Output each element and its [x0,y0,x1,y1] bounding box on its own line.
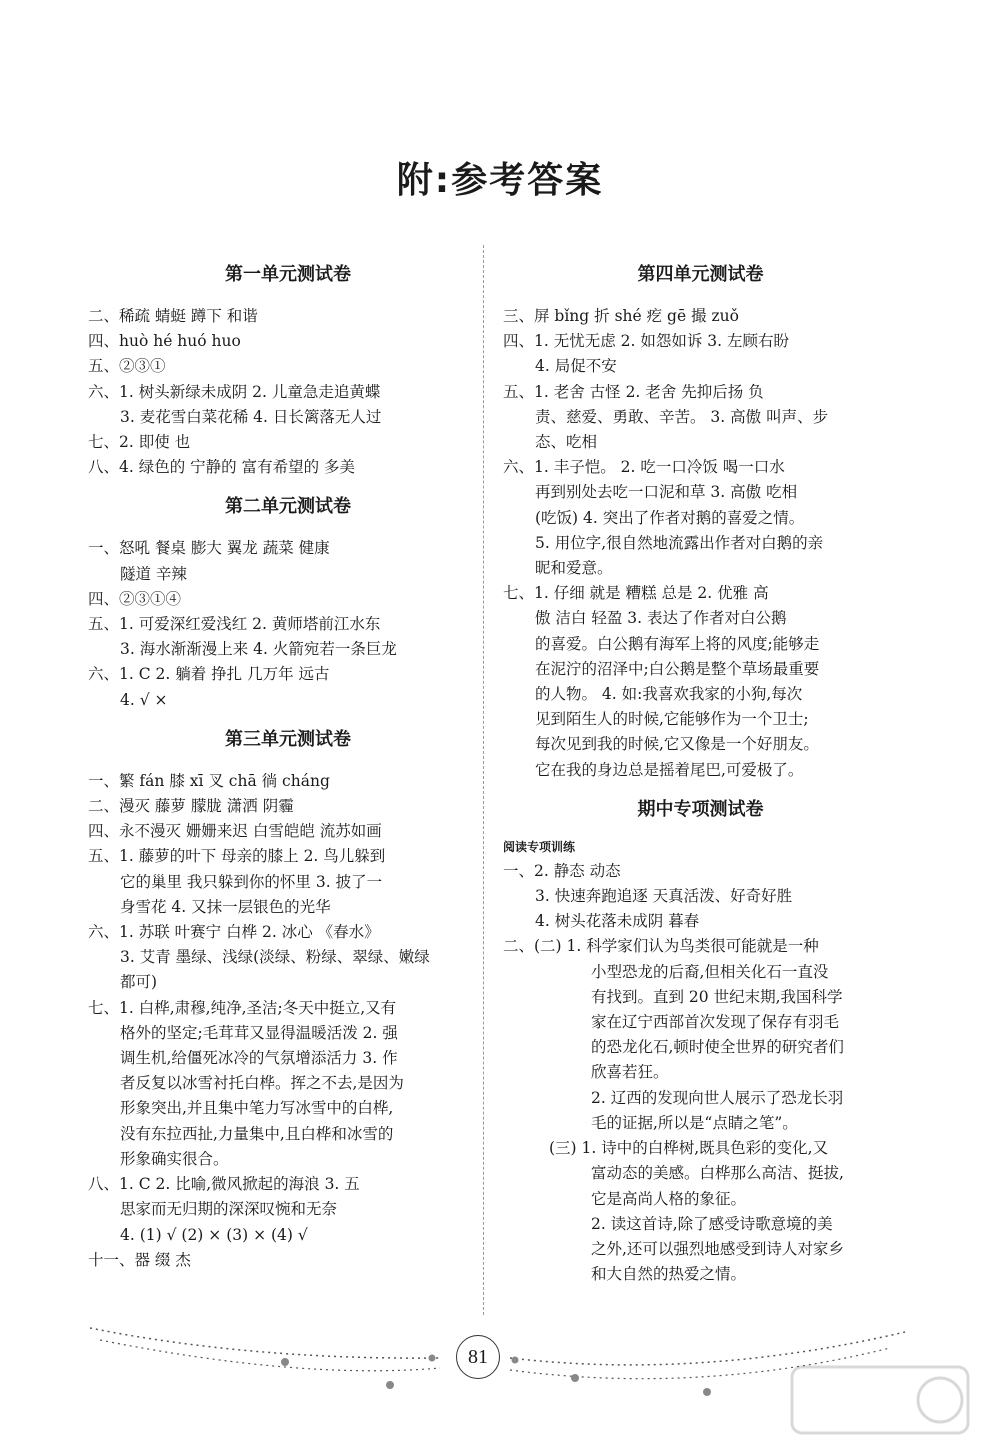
answer-line: 六、1. C 2. 躺着 挣扎 几万年 远古 [88,665,330,684]
answer-line: 五、②③① [88,357,166,376]
answer-line: 一、2. 静态 动态 [503,861,621,880]
answer-line: 4. 局促不安 [535,357,617,376]
answer-line: 每次见到我的时候,它又像是一个好朋友。 [535,735,819,754]
answer-line: 六、1. 丰子恺。 2. 吃一口冷饭 喝一口水 [503,458,785,477]
answer-line: 二、(二) 1. 科学家们认为鸟类很可能就是一种 [503,937,819,956]
answer-line: 思家而无归期的深深叹惋和无奈 [120,1200,338,1219]
page-title: 附:参考答案 [396,160,604,201]
section-title: 第二单元测试卷 [225,496,351,518]
answer-line: 责、慈爱、勇敢、辛苦。 3. 高傲 叫声、步 [535,407,829,426]
answer-line: 的人物。 4. 如:我喜欢我家的小狗,每次 [535,685,803,704]
answer-line: 在泥泞的沼泽中;白公鹅是整个草场最重要 [535,659,820,678]
answer-line: 五、1. 老舍 古怪 2. 老舍 先抑后扬 负 [503,382,764,401]
answer-line: 小型恐龙的后裔,但相关化石一直没 [591,962,829,981]
answer-line: 3. 艾青 墨绿、浅绿(淡绿、粉绿、翠绿、嫩绿 [120,948,430,967]
answer-line: 二、稀疏 蜻蜓 蹲下 和谐 [88,307,258,325]
answer-line: 2. 读这首诗,除了感受诗歌意境的美 [591,1214,833,1233]
answer-line: 调生机,给僵死冰冷的气氛增添活力 3. 作 [120,1049,398,1068]
answer-line: 四、1. 无忧无虑 2. 如怨如诉 3. 左顾右盼 [503,332,790,351]
section-title: 期中专项测试卷 [637,798,764,820]
answer-line: 八、4. 绿色的 宁静的 富有希望的 多美 [88,458,355,477]
answer-line: 七、1. 白桦,肃穆,纯净,圣洁;冬天中挺立,又有 [88,998,397,1017]
answer-line: 之外,还可以强烈地感受到诗人对家乡 [591,1239,844,1258]
left-column [88,258,488,1273]
answer-line: 格外的坚定;毛茸茸又显得温暖活泼 2. 强 [120,1023,398,1042]
answer-line: 十一、器 缀 杰 [88,1250,191,1269]
answer-line: 八、1. C 2. 比喻,微风掀起的海浪 3. 五 [88,1175,360,1194]
answer-line: 欣喜若狂。 [591,1063,669,1082]
answer-line: 四、②③①④ [88,589,182,608]
answer-line: (三) 1. 诗中的白桦树,既具色彩的变化,又 [549,1139,829,1158]
answer-line: 4. 树头花落未成阴 暮春 [535,912,700,931]
answer-line: 七、1. 仔细 就是 糟糕 总是 2. 优雅 高 [503,584,769,603]
answer-line: 隧道 辛辣 [120,564,187,583]
answer-line: 它在我的身边总是摇着尾巴,可爱极了。 [535,760,804,779]
answer-line: 形象确实很合。 [120,1149,229,1168]
answer-line: 四、huò hé huó huo [88,332,241,351]
answer-line: 形象突出,并且集中笔力写冰雪中的白桦, [120,1099,394,1118]
answer-line: 毛的证据,所以是“点睛之笔”。 [591,1113,798,1132]
answer-line: 的喜爱。白公鹅有海军上将的风度;能够走 [535,634,820,653]
answer-line: 家在辽宁西部首次发现了保存有羽毛 [591,1013,840,1032]
section-title: 第三单元测试卷 [225,728,351,750]
answer-line: 态、吃相 [535,433,598,452]
answer-line: 一、繁 fán 膝 xī 叉 chā 徜 cháng [88,771,330,790]
answer-line: 身雪花 4. 又抹一层银色的光华 [120,897,331,916]
answer-line: 者反复以冰雪衬托白桦。挥之不去,是因为 [120,1074,404,1093]
answer-line: 六、1. 苏联 叶赛宁 白桦 2. 冰心 《春水》 [88,923,380,942]
answer-line: 4. √ × [120,690,168,709]
answer-line: 一、怒吼 餐桌 膨大 翼龙 蔬菜 健康 [88,539,330,558]
answer-line: 3. 快速奔跑追逐 天真活泼、好奇好胜 [535,887,793,906]
answer-line: (吃饭) 4. 突出了作者对鹅的喜爱之情。 [535,508,805,527]
answer-line: 没有东拉西扯,力量集中,且白桦和冰雪的 [120,1124,394,1143]
section-subheading: 阅读专项训练 [503,839,576,854]
answer-line: 五、1. 藤萝的叶下 母亲的膝上 2. 鸟儿躲到 [88,847,386,866]
answer-line: 它是高尚人格的象征。 [591,1189,747,1208]
answer-line: 昵和爱意。 [535,559,613,578]
page-number: 81 [456,1335,500,1379]
answer-line: 3. 麦花雪白菜花稀 4. 日长篱落无人过 [120,407,382,426]
answer-line: 它的巢里 我只躲到你的怀里 3. 披了一 [120,872,383,891]
answer-line: 3. 海水渐渐漫上来 4. 火箭宛若一条巨龙 [120,640,397,659]
answer-line: 和大自然的热爱之情。 [591,1265,747,1284]
section-title: 第四单元测试卷 [637,264,764,285]
answer-line: 六、1. 树头新绿未成阴 2. 儿童急走追黄蝶 [88,382,381,401]
answer-line: 再到别处去吃一口泥和草 3. 高傲 吃相 [535,483,798,502]
answer-line: 都可) [120,973,158,992]
answer-line: 4. (1) √ (2) × (3) × (4) √ [120,1225,308,1244]
answer-line: 七、2. 即使 也 [88,433,191,452]
answer-line: 五、1. 可爱深红爱浅红 2. 黄师塔前江水东 [88,615,381,634]
answer-line: 的恐龙化石,顿时使全世界的研究者们 [591,1038,844,1057]
right-column [503,258,898,1287]
answer-line: 三、屏 bǐng 折 shé 疙 gē 撮 zuǒ [503,307,739,325]
answer-line: 2. 辽西的发现向世人展示了恐龙长羽 [591,1088,844,1107]
section-title: 第一单元测试卷 [225,264,351,285]
answer-line: 四、永不漫灭 姗姗来迟 白雪皑皑 流苏如画 [88,822,382,841]
answer-line: 傲 洁白 轻盈 3. 表达了作者对白公鹅 [535,609,787,628]
answer-line: 有找到。直到 20 世纪末期,我国科学 [591,987,843,1006]
answer-line: 见到陌生人的时候,它能够作为一个卫士; [535,710,809,729]
answer-line: 5. 用位字,很自然地流露出作者对白鹅的亲 [535,533,824,552]
watermark-logo [790,1365,970,1435]
answer-line: 二、漫灭 藤萝 朦胧 潇洒 阴霾 [88,797,294,816]
answer-line: 富动态的美感。白桦那么高洁、挺拔, [591,1164,844,1183]
